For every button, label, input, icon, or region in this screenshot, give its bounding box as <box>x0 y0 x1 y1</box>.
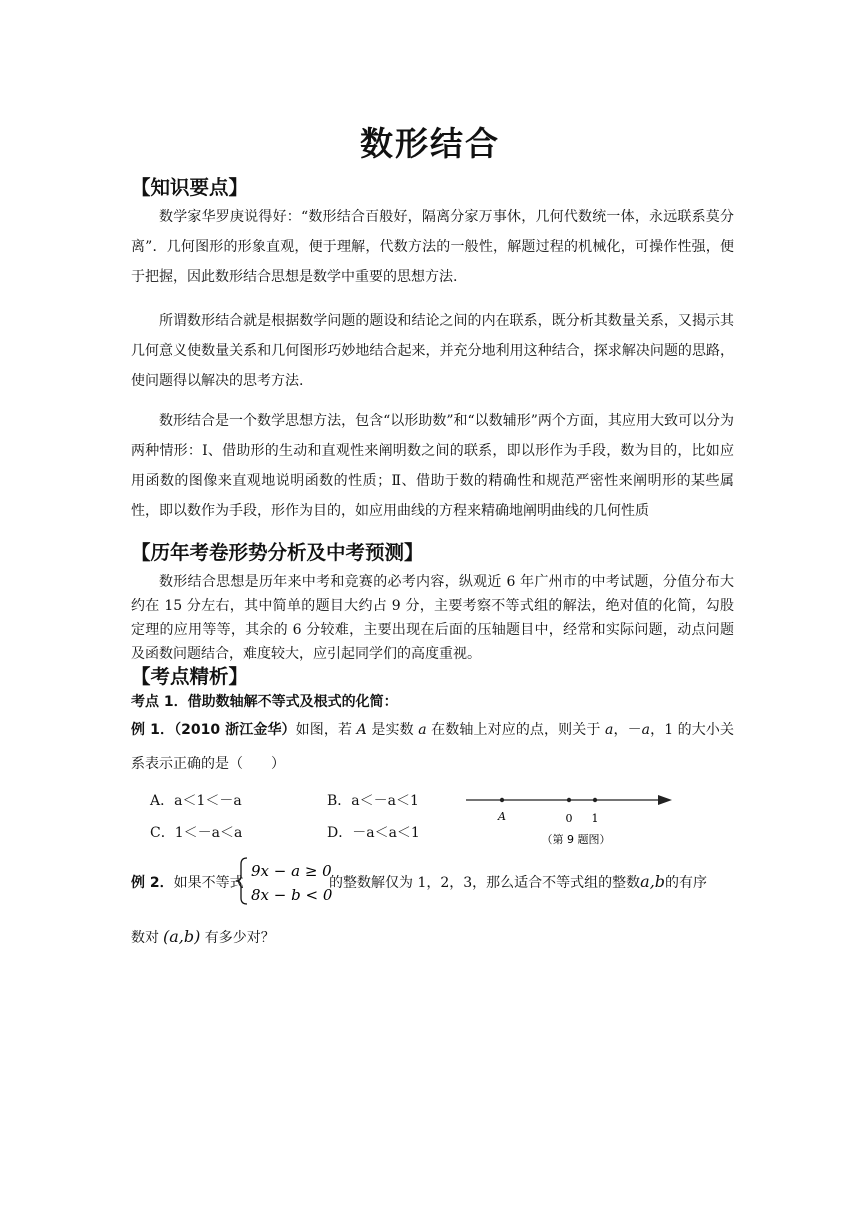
arrow-icon <box>658 795 672 805</box>
example-1-var: a <box>641 722 650 738</box>
option-d: D．－a＜a＜1 <box>327 825 420 841</box>
inequality-2: 8x − b < 0 <box>251 886 333 904</box>
section-heading-key-points: 【考点精析】 <box>131 665 249 688</box>
example-2-vars: a,b <box>640 872 666 891</box>
option-b: B．a＜－a＜1 <box>327 793 419 809</box>
example-2-text: 如果不等式 <box>173 875 244 891</box>
point-a-label: A <box>498 810 506 823</box>
example-1-text: 在数轴上对应的点，则关于 <box>426 722 606 738</box>
example-1-var: a <box>605 722 614 738</box>
example-1-source: （2010 浙江金华） <box>174 722 296 738</box>
option-a: A．a＜1＜－a <box>150 793 242 809</box>
example-1-text: ，1 的大小关系表示正确的是（ ） <box>131 722 734 772</box>
section-heading-knowledge: 【知识要点】 <box>131 176 249 199</box>
paragraph-intro: 数学家华罗庚说得好：“数形结合百般好，隔离分家万事休，几何代数统一体，永远联系莫分离”．几何图形的形象直观，便于理解，代数方法的一般性，解题过程的机械化，可操作性强，便于把握，因此数形结合思想是数学中重要的思想方法. <box>131 209 734 285</box>
example-1-label: 例 1． <box>131 722 175 738</box>
tick-zero-label: 0 <box>565 812 573 825</box>
example-2-text: 的整数解仅为 1，2，3，那么适合不等式组的整数 <box>329 875 641 891</box>
example-1-text: 是实数 <box>366 722 419 738</box>
example-1-var: a <box>418 722 427 738</box>
example-2-rest <box>329 872 707 892</box>
example-1-text: ，－ <box>613 722 642 738</box>
point-zero-dot <box>567 798 571 802</box>
paragraph-exam-analysis: 数形结合思想是历年来中考和竞赛的必考内容，纵观近 6 年广州市的中考试题，分值分布大约在 15 分左右，其中简单的题目大约占 9 分，主要考察不等式组的解法，绝对值的化简，勾股定理的应用等等，其余的 6 分较难，主要出现在后面的压轴题目中，经常和实际问题，动点问题及函数问题结合，难度较大，应引起同学们的高度重视。 <box>131 574 734 662</box>
section-heading-exam-analysis: 【历年考卷形势分析及中考预测】 <box>131 541 424 564</box>
left-brace-icon <box>236 858 247 904</box>
tick-one-label: 1 <box>591 812 599 825</box>
example-1-question <box>131 713 734 781</box>
example-1-text: 如图，若 <box>295 722 357 738</box>
point-a-dot <box>500 798 504 802</box>
paragraph-definition: 所谓数形结合就是根据数学问题的题设和结论之间的内在联系，既分析其数量关系，又揭示其几何意义使数量关系和几何图形巧妙地结合起来，并充分地利用这种结合，探求解决问题的思路，使问题得以解决的思考方法. <box>131 313 734 389</box>
example-2-question <box>131 856 734 906</box>
example-1-var: A <box>356 722 367 738</box>
example-2-line2 <box>131 927 275 947</box>
kaodian-1-heading: 考点 1．借助数轴解不等式及根式的化简： <box>131 694 398 710</box>
example-2-text: 有多少对？ <box>200 930 275 946</box>
option-c: C．1＜－a＜a <box>150 825 243 841</box>
example-2-pair: (a,b) <box>163 927 201 946</box>
paragraph-applications: 数形结合是一个数学思想方法，包含“以形助数”和“以数辅形”两个方面，其应用大致可以分为两种情形：Ⅰ、借助形的生动和直观性来阐明数之间的联系，即以形作为手段，数为目的，比如应用函数的图像来直观地说明函数的性质；Ⅱ、借助于数的精确性和规范严密性来阐明形的某些属性，即以数作为手段，形作为目的，如应用曲线的方程来精确地阐明曲线的几何性质 <box>131 413 734 519</box>
example-2-lead <box>131 872 244 892</box>
example-2-text: 的有序 <box>665 875 708 891</box>
page-title: 数形结合 <box>360 124 500 163</box>
figure-caption: （第 9 题图） <box>541 833 611 846</box>
point-one-dot <box>593 798 597 802</box>
example-2-text: 数对 <box>131 930 159 946</box>
example-2-label: 例 2． <box>131 875 174 891</box>
number-line-figure <box>462 784 676 854</box>
inequality-1: 9x − a ≥ 0 <box>251 862 332 880</box>
